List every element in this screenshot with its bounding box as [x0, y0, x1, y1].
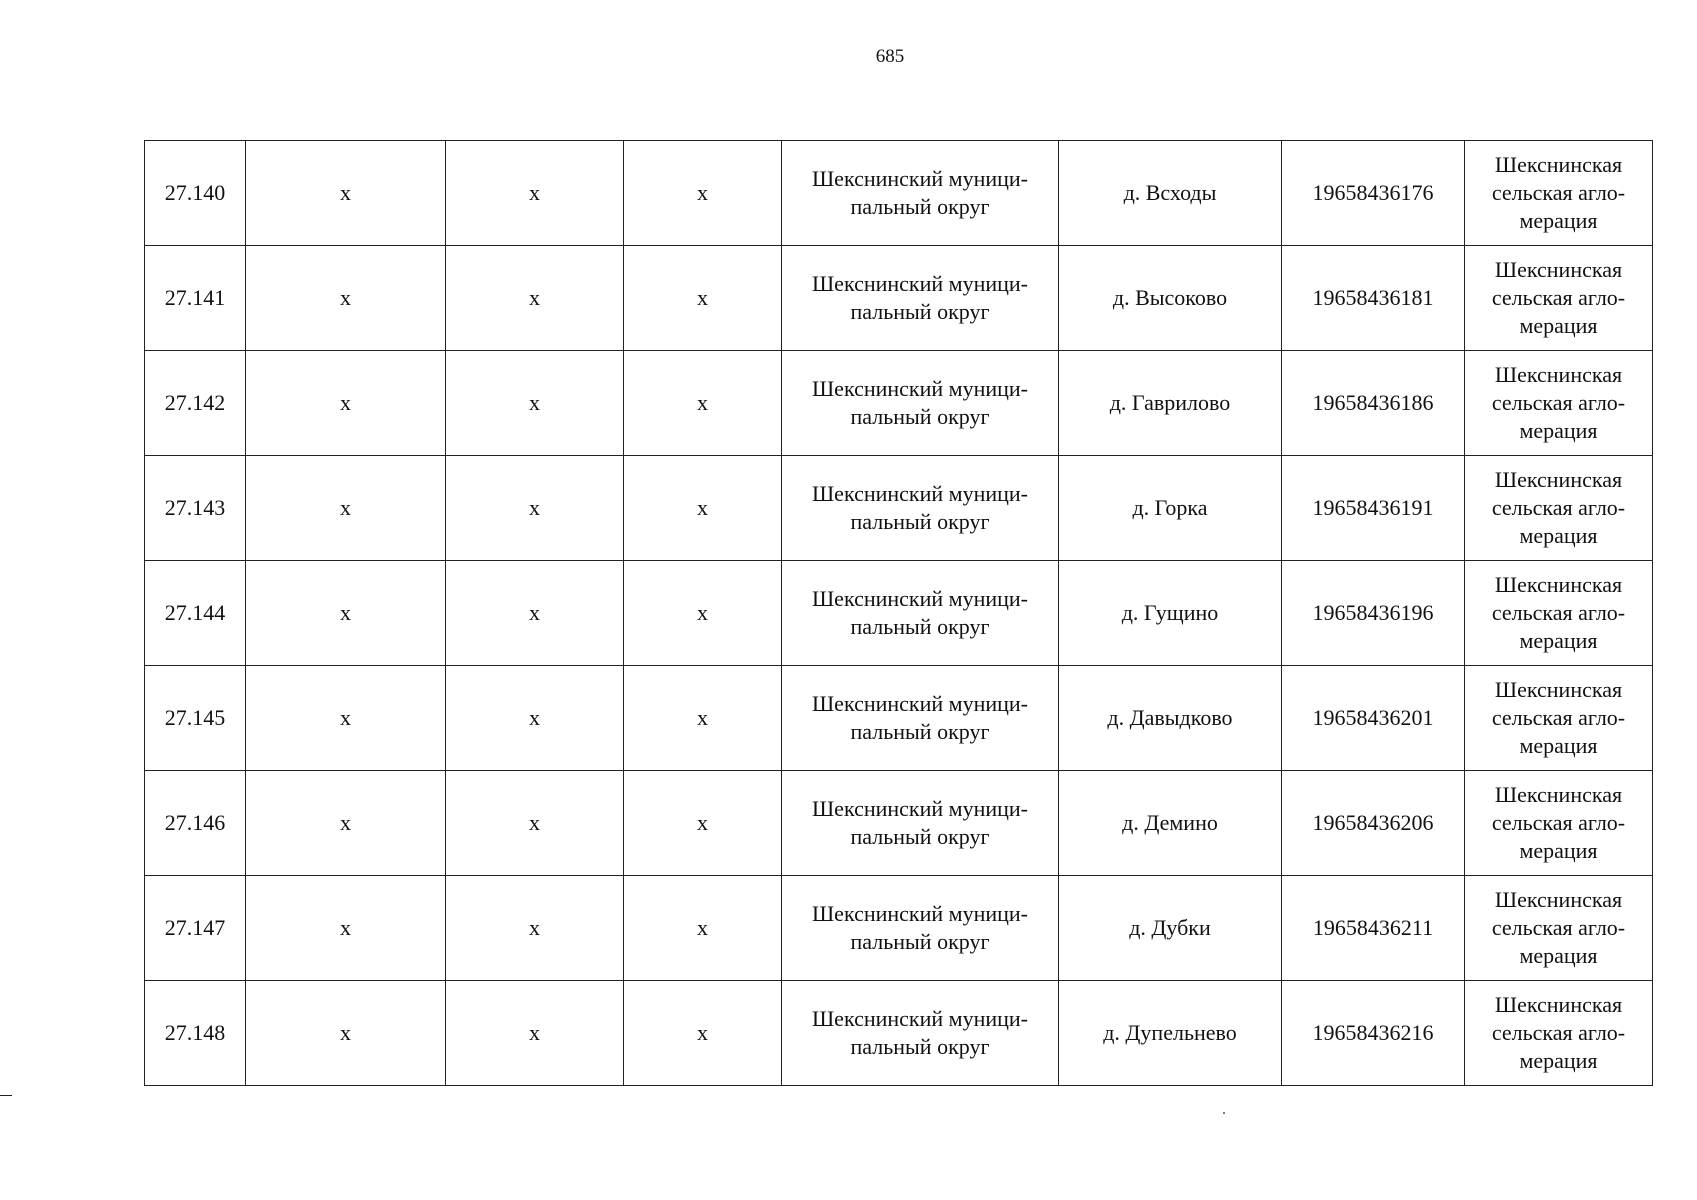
- row-number-text: 27.143: [164, 495, 226, 520]
- agglomeration-text: сельская агло-: [1491, 390, 1626, 415]
- column-2-text: х: [529, 285, 540, 310]
- column-2-cell: [446, 246, 624, 351]
- column-3-text: х: [697, 915, 708, 940]
- column-1-cell: [246, 141, 446, 246]
- column-3-cell: [624, 141, 782, 246]
- row-number-text: 27.142: [164, 390, 226, 415]
- agglomeration-text: сельская агло-: [1491, 180, 1626, 205]
- district-text: Шекснинский муници-: [811, 796, 1029, 821]
- oktmo-code-cell: [1282, 666, 1465, 771]
- agglomeration-text: сельская агло-: [1491, 285, 1626, 310]
- column-1-cell: [246, 771, 446, 876]
- oktmo-code-cell: [1282, 771, 1465, 876]
- column-3-cell: [624, 246, 782, 351]
- row-number-cell: [145, 981, 246, 1086]
- district-text: пальный округ: [850, 614, 990, 639]
- table-row: [145, 666, 1653, 771]
- settlement-cell: [1059, 666, 1282, 771]
- settlement-text: д. Давыдково: [1107, 705, 1233, 730]
- agglomeration-text: Шекснинская: [1494, 257, 1623, 282]
- district-text: Шекснинский муници-: [811, 901, 1029, 926]
- settlement-cell: [1059, 141, 1282, 246]
- row-number-cell: [145, 876, 246, 981]
- column-3-cell: [624, 876, 782, 981]
- district-text: пальный округ: [850, 299, 990, 324]
- scan-speck: [1223, 1112, 1225, 1114]
- district-text: Шекснинский муници-: [811, 691, 1029, 716]
- agglomeration-text: Шекснинская: [1494, 572, 1623, 597]
- settlement-text: д. Всходы: [1123, 180, 1217, 205]
- table-body: [145, 141, 1653, 1086]
- district-cell: [782, 666, 1059, 771]
- margin-dash: [0, 1095, 12, 1096]
- agglomeration-cell: [1465, 141, 1653, 246]
- column-1-cell: [246, 981, 446, 1086]
- column-1-cell: [246, 666, 446, 771]
- district-cell: [782, 981, 1059, 1086]
- column-1-text: х: [340, 705, 351, 730]
- district-cell: [782, 141, 1059, 246]
- column-2-cell: [446, 666, 624, 771]
- agglomeration-cell: [1465, 771, 1653, 876]
- agglomeration-text: Шекснинская: [1494, 992, 1623, 1017]
- agglomeration-cell: [1465, 351, 1653, 456]
- column-1-text: х: [340, 600, 351, 625]
- agglomeration-cell: [1465, 456, 1653, 561]
- column-2-cell: [446, 981, 624, 1086]
- district-text: пальный округ: [850, 1034, 990, 1059]
- settlement-cell: [1059, 561, 1282, 666]
- column-1-cell: [246, 876, 446, 981]
- agglomeration-text: мерация: [1519, 208, 1598, 233]
- agglomeration-text: Шекснинская: [1494, 782, 1623, 807]
- oktmo-code-cell: [1282, 876, 1465, 981]
- agglomeration-text: мерация: [1519, 313, 1598, 338]
- settlement-cell: [1059, 771, 1282, 876]
- settlement-cell: [1059, 456, 1282, 561]
- column-2-cell: [446, 456, 624, 561]
- table-row: [145, 351, 1653, 456]
- column-3-text: х: [697, 810, 708, 835]
- agglomeration-text: сельская агло-: [1491, 810, 1626, 835]
- row-number-text: 27.144: [164, 600, 226, 625]
- column-3-text: х: [697, 285, 708, 310]
- settlement-cell: [1059, 981, 1282, 1086]
- row-number-cell: [145, 456, 246, 561]
- district-text: пальный округ: [850, 719, 990, 744]
- column-1-cell: [246, 351, 446, 456]
- row-number-text: 27.147: [164, 915, 226, 940]
- oktmo-code-cell: [1282, 561, 1465, 666]
- settlement-text: д. Высоково: [1112, 285, 1228, 310]
- page-number: 685: [875, 46, 905, 67]
- oktmo-code-text: 19658436206: [1312, 810, 1434, 835]
- table-row: [145, 246, 1653, 351]
- agglomeration-text: мерация: [1519, 838, 1598, 863]
- column-1-text: х: [340, 285, 351, 310]
- row-number-text: 27.141: [164, 285, 226, 310]
- column-2-cell: [446, 351, 624, 456]
- agglomeration-cell: [1465, 561, 1653, 666]
- table-row: [145, 456, 1653, 561]
- agglomeration-text: мерация: [1519, 418, 1598, 443]
- column-2-cell: [446, 771, 624, 876]
- district-text: пальный округ: [850, 824, 990, 849]
- district-text: Шекснинский муници-: [811, 1006, 1029, 1031]
- agglomeration-cell: [1465, 981, 1653, 1086]
- oktmo-code-cell: [1282, 456, 1465, 561]
- column-1-text: х: [340, 495, 351, 520]
- district-text: Шекснинский муници-: [811, 271, 1029, 296]
- column-2-cell: [446, 876, 624, 981]
- settlement-text: д. Горка: [1132, 495, 1208, 520]
- column-2-cell: [446, 141, 624, 246]
- agglomeration-text: сельская агло-: [1491, 600, 1626, 625]
- settlement-text: д. Демино: [1122, 810, 1218, 835]
- row-number-cell: [145, 771, 246, 876]
- column-3-cell: [624, 351, 782, 456]
- district-text: Шекснинский муници-: [811, 481, 1029, 506]
- agglomeration-text: Шекснинская: [1494, 362, 1623, 387]
- district-cell: [782, 771, 1059, 876]
- column-3-cell: [624, 666, 782, 771]
- column-2-text: х: [529, 495, 540, 520]
- agglomeration-text: мерация: [1519, 1048, 1598, 1073]
- agglomeration-text: Шекснинская: [1494, 152, 1623, 177]
- settlement-cell: [1059, 876, 1282, 981]
- row-number-cell: [145, 141, 246, 246]
- table-row: [145, 561, 1653, 666]
- table-row: [145, 141, 1653, 246]
- settlements-table: [144, 140, 1653, 1086]
- settlement-text: д. Дубки: [1129, 915, 1211, 940]
- column-1-text: х: [340, 1020, 351, 1045]
- column-1-cell: [246, 561, 446, 666]
- district-text: Шекснинский муници-: [811, 586, 1029, 611]
- oktmo-code-cell: [1282, 246, 1465, 351]
- oktmo-code-cell: [1282, 981, 1465, 1086]
- oktmo-code-text: 19658436176: [1312, 180, 1434, 205]
- settlement-cell: [1059, 246, 1282, 351]
- settlement-text: д. Гаврилово: [1109, 390, 1231, 415]
- oktmo-code-text: 19658436201: [1312, 705, 1434, 730]
- agglomeration-text: мерация: [1519, 733, 1598, 758]
- column-2-text: х: [529, 705, 540, 730]
- column-3-cell: [624, 456, 782, 561]
- column-3-cell: [624, 561, 782, 666]
- column-1-text: х: [340, 810, 351, 835]
- district-text: пальный округ: [850, 194, 990, 219]
- column-3-cell: [624, 981, 782, 1086]
- agglomeration-text: Шекснинская: [1494, 887, 1623, 912]
- column-3-text: х: [697, 1020, 708, 1045]
- column-3-text: х: [697, 390, 708, 415]
- column-2-text: х: [529, 390, 540, 415]
- agglomeration-cell: [1465, 246, 1653, 351]
- agglomeration-cell: [1465, 876, 1653, 981]
- row-number-text: 27.148: [164, 1020, 226, 1045]
- settlement-text: д. Гущино: [1121, 600, 1219, 625]
- district-text: Шекснинский муници-: [811, 166, 1029, 191]
- agglomeration-text: мерация: [1519, 943, 1598, 968]
- column-2-text: х: [529, 810, 540, 835]
- column-2-cell: [446, 561, 624, 666]
- agglomeration-text: сельская агло-: [1491, 1020, 1626, 1045]
- agglomeration-text: Шекснинская: [1494, 677, 1623, 702]
- row-number-cell: [145, 351, 246, 456]
- row-number-cell: [145, 561, 246, 666]
- column-3-text: х: [697, 180, 708, 205]
- column-1-text: х: [340, 915, 351, 940]
- district-cell: [782, 876, 1059, 981]
- agglomeration-text: сельская агло-: [1491, 705, 1626, 730]
- settlement-cell: [1059, 351, 1282, 456]
- column-1-text: х: [340, 390, 351, 415]
- column-3-cell: [624, 771, 782, 876]
- district-text: пальный округ: [850, 929, 990, 954]
- column-3-text: х: [697, 600, 708, 625]
- district-text: пальный округ: [850, 404, 990, 429]
- district-cell: [782, 351, 1059, 456]
- agglomeration-text: Шекснинская: [1494, 467, 1623, 492]
- district-cell: [782, 246, 1059, 351]
- settlement-text: д. Дупельнево: [1103, 1020, 1237, 1045]
- oktmo-code-cell: [1282, 351, 1465, 456]
- column-2-text: х: [529, 600, 540, 625]
- table-row: [145, 771, 1653, 876]
- oktmo-code-text: 19658436196: [1312, 600, 1434, 625]
- column-1-cell: [246, 246, 446, 351]
- oktmo-code-cell: [1282, 141, 1465, 246]
- oktmo-code-text: 19658436186: [1312, 390, 1434, 415]
- column-2-text: х: [529, 1020, 540, 1045]
- column-3-text: х: [697, 495, 708, 520]
- oktmo-code-text: 19658436211: [1312, 915, 1434, 940]
- column-1-cell: [246, 456, 446, 561]
- row-number-text: 27.145: [164, 705, 226, 730]
- district-text: пальный округ: [850, 509, 990, 534]
- agglomeration-text: сельская агло-: [1491, 915, 1626, 940]
- row-number-text: 27.140: [164, 180, 226, 205]
- district-text: Шекснинский муници-: [811, 376, 1029, 401]
- table-row: [145, 981, 1653, 1086]
- agglomeration-cell: [1465, 666, 1653, 771]
- row-number-cell: [145, 246, 246, 351]
- oktmo-code-text: 19658436191: [1312, 495, 1434, 520]
- oktmo-code-text: 19658436216: [1312, 1020, 1434, 1045]
- agglomeration-text: мерация: [1519, 523, 1598, 548]
- column-1-text: х: [340, 180, 351, 205]
- district-cell: [782, 561, 1059, 666]
- row-number-text: 27.146: [164, 810, 226, 835]
- agglomeration-text: сельская агло-: [1491, 495, 1626, 520]
- agglomeration-text: мерация: [1519, 628, 1598, 653]
- district-cell: [782, 456, 1059, 561]
- row-number-cell: [145, 666, 246, 771]
- column-2-text: х: [529, 915, 540, 940]
- table-row: [145, 876, 1653, 981]
- column-2-text: х: [529, 180, 540, 205]
- oktmo-code-text: 19658436181: [1312, 285, 1434, 310]
- column-3-text: х: [697, 705, 708, 730]
